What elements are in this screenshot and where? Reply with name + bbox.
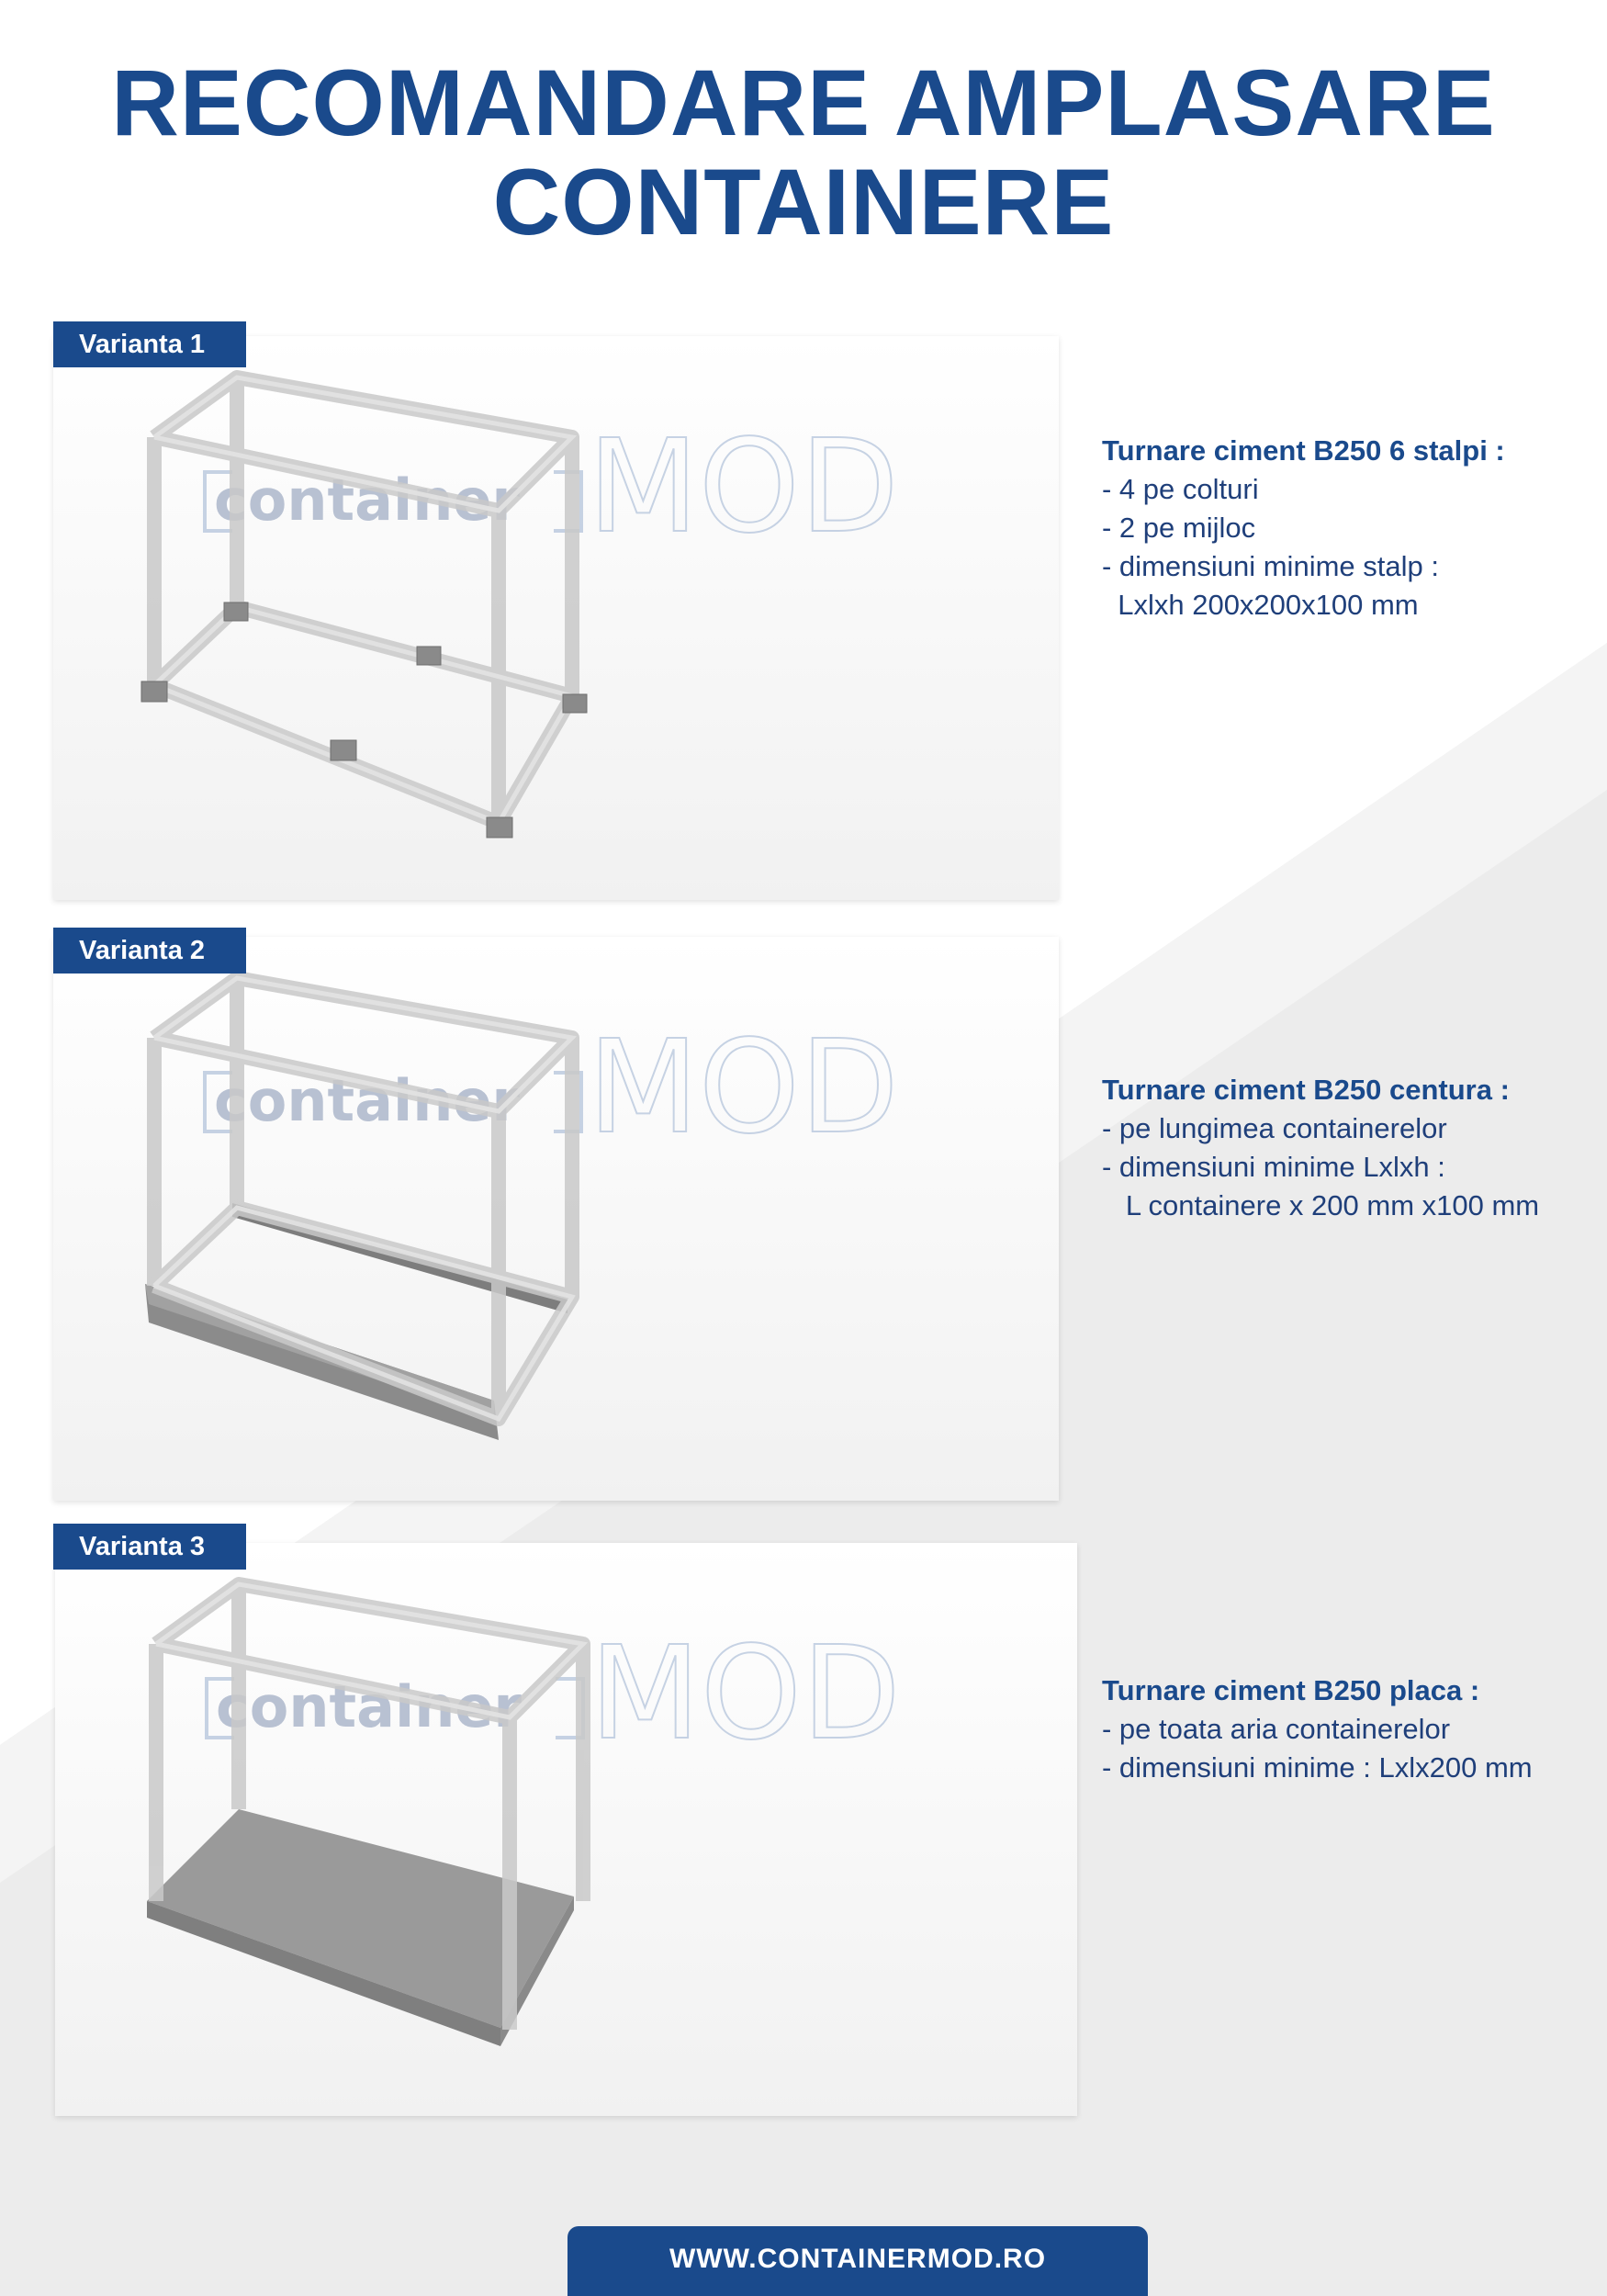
variant-1-heading: Turnare ciment B250 6 stalpi : (1102, 434, 1505, 467)
watermark-right-text: MOD (590, 1619, 901, 1769)
variant-2-image (53, 937, 1059, 1501)
page-title-line1: RECOMANDARE AMPLASARE (111, 51, 1496, 155)
variant-3-tag: Varianta 3 (53, 1524, 246, 1570)
variant-3-heading: Turnare ciment B250 placa : (1102, 1674, 1480, 1706)
watermark-left-text: container (214, 467, 520, 534)
concrete-pillar (331, 740, 356, 760)
container-frame-diagram (55, 1543, 1077, 2116)
variant-3-image (55, 1543, 1077, 2116)
variant-2-line: L containere x 200 mm x100 mm (1102, 1189, 1540, 1221)
watermark-right-text: MOD (588, 412, 899, 562)
watermark-left-text: container (214, 1067, 520, 1134)
page-title-line2: CONTAINERE (492, 150, 1115, 254)
variant-3-line: - dimensiuni minime : Lxlx200 mm (1102, 1751, 1533, 1784)
watermark-right-text: MOD (588, 1013, 899, 1163)
container-frame-diagram (53, 937, 1059, 1501)
variant-3-description (1102, 1671, 1533, 1787)
variant-1-line: - 4 pe colturi (1102, 473, 1259, 505)
variant-1-line: - 2 pe mijloc (1102, 512, 1256, 544)
container-frame-diagram (53, 336, 1059, 900)
variant-1-tag: Varianta 1 (53, 321, 246, 367)
concrete-pillar (141, 681, 167, 702)
variant-1-image (53, 336, 1059, 900)
variant-1-description (1102, 432, 1505, 625)
variant-2-line: - pe lungimea containerelor (1102, 1112, 1447, 1144)
variant-1-line: Lxlxh 200x200x100 mm (1102, 589, 1419, 621)
variant-3-line: - pe toata aria containerelor (1102, 1713, 1451, 1745)
page-title (0, 53, 1607, 252)
variant-2-line: - dimensiuni minime Lxlxh : (1102, 1151, 1445, 1183)
footer-url[interactable]: WWW.CONTAINERMOD.RO (568, 2226, 1148, 2296)
variant-1-line: - dimensiuni minime stalp : (1102, 550, 1439, 582)
variant-2-description (1102, 1071, 1539, 1225)
variant-2-heading: Turnare ciment B250 centura : (1102, 1074, 1510, 1106)
watermark-left-text: container (216, 1673, 522, 1740)
variant-2-tag: Varianta 2 (53, 928, 246, 974)
